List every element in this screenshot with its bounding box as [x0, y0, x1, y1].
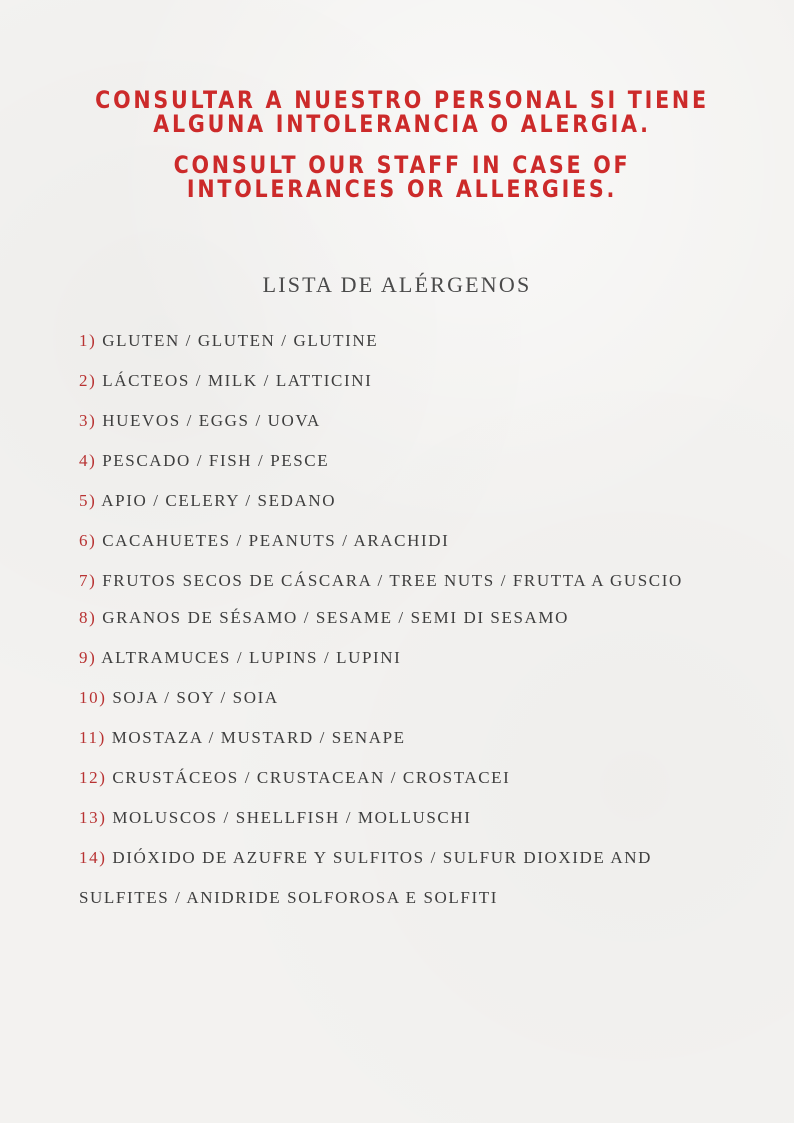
- allergen-label: CRUSTÁCEOS / CRUSTACEAN / CROSTACEI: [112, 768, 511, 787]
- allergen-number: 1: [79, 331, 90, 350]
- allergen-item-celery: 5) APIO / CELERY / SEDANO: [79, 491, 337, 510]
- allergen-item-soy: 10) SOJA / SOY / SOIA: [79, 688, 279, 707]
- allergen-item-peanuts: 6) CACAHUETES / PEANUTS / ARACHIDI: [79, 531, 450, 550]
- allergen-number: 8: [79, 608, 90, 627]
- allergen-number: 5: [79, 491, 90, 510]
- allergy-warning-spanish: CONSULTAR A NUESTRO PERSONAL SI TIENE ALGUNA INTOLERANCIA O ALERGIA.: [95, 86, 709, 138]
- allergen-list: [79, 321, 729, 918]
- allergen-label: APIO / CELERY / SEDANO: [101, 491, 337, 510]
- allergen-item-gluten: 1) GLUTEN / GLUTEN / GLUTINE: [79, 331, 379, 350]
- allergen-label: CACAHUETES / PEANUTS / ARACHIDI: [102, 531, 450, 550]
- allergen-label: LÁCTEOS / MILK / LATTICINI: [102, 371, 373, 390]
- allergen-label: SOJA / SOY / SOIA: [112, 688, 279, 707]
- allergen-label: HUEVOS / EGGS / UOVA: [102, 411, 321, 430]
- allergen-number: 7: [79, 571, 90, 590]
- allergen-label: MOSTAZA / MUSTARD / SENAPE: [111, 728, 406, 747]
- allergen-item-crustacean: 12) CRUSTÁCEOS / CRUSTACEAN / CROSTACEI: [79, 768, 511, 787]
- allergen-label: MOLUSCOS / SHELLFISH / MOLLUSCHI: [112, 808, 472, 827]
- allergen-number: 3: [79, 411, 90, 430]
- allergen-item-tree-nuts: 7) FRUTOS SECOS DE CÁSCARA / TREE NUTS / FRUTTA A GUSCIO: [79, 571, 683, 590]
- allergen-label: ALTRAMUCES / LUPINS / LUPINI: [101, 648, 402, 667]
- allergen-label: GRANOS DE SÉSAMO / SESAME / SEMI DI SESAMO: [102, 608, 569, 627]
- allergen-item-sesame: 8) GRANOS DE SÉSAMO / SESAME / SEMI DI SESAMO: [79, 608, 569, 627]
- allergen-label: DIÓXIDO DE AZUFRE Y SULFITOS / SULFUR DIOXIDE AND SULFITES / ANIDRIDE SOLFOROSA E SOLFITI: [79, 848, 652, 907]
- allergen-item-sulfites: 14) DIÓXIDO DE AZUFRE Y SULFITOS / SULFUR DIOXIDE AND SULFITES / ANIDRIDE SOLFOROSA E SOLFITI: [79, 848, 652, 907]
- allergen-item-lupins: 9) ALTRAMUCES / LUPINS / LUPINI: [79, 648, 402, 667]
- allergy-warning-block: [20, 88, 784, 201]
- allergen-number: 13: [79, 808, 100, 827]
- allergen-label: PESCADO / FISH / PESCE: [102, 451, 330, 470]
- allergen-item-milk: 2) LÁCTEOS / MILK / LATTICINI: [79, 371, 373, 390]
- allergen-number: 6: [79, 531, 90, 550]
- allergen-label: GLUTEN / GLUTEN / GLUTINE: [102, 331, 379, 350]
- allergen-item-shellfish: 13) MOLUSCOS / SHELLFISH / MOLLUSCHI: [79, 808, 472, 827]
- allergen-number: 9: [79, 648, 90, 667]
- allergy-warning-english: CONSULT OUR STAFF IN CASE OF INTOLERANCES OR ALLERGIES.: [173, 151, 631, 203]
- allergen-number: 4: [79, 451, 90, 470]
- allergen-number: 12: [79, 768, 100, 787]
- allergen-number: 10: [79, 688, 100, 707]
- allergen-number: 11: [79, 728, 99, 747]
- allergen-list-title: LISTA DE ALÉRGENOS: [262, 272, 532, 297]
- allergen-number: 14: [79, 848, 100, 867]
- allergen-item-eggs: 3) HUEVOS / EGGS / UOVA: [79, 411, 321, 430]
- allergen-number: 2: [79, 371, 90, 390]
- allergen-item-mustard: 11) MOSTAZA / MUSTARD / SENAPE: [79, 728, 406, 747]
- allergen-item-fish: 4) PESCADO / FISH / PESCE: [79, 451, 330, 470]
- allergen-label: FRUTOS SECOS DE CÁSCARA / TREE NUTS / FRUTTA A GUSCIO: [102, 571, 683, 590]
